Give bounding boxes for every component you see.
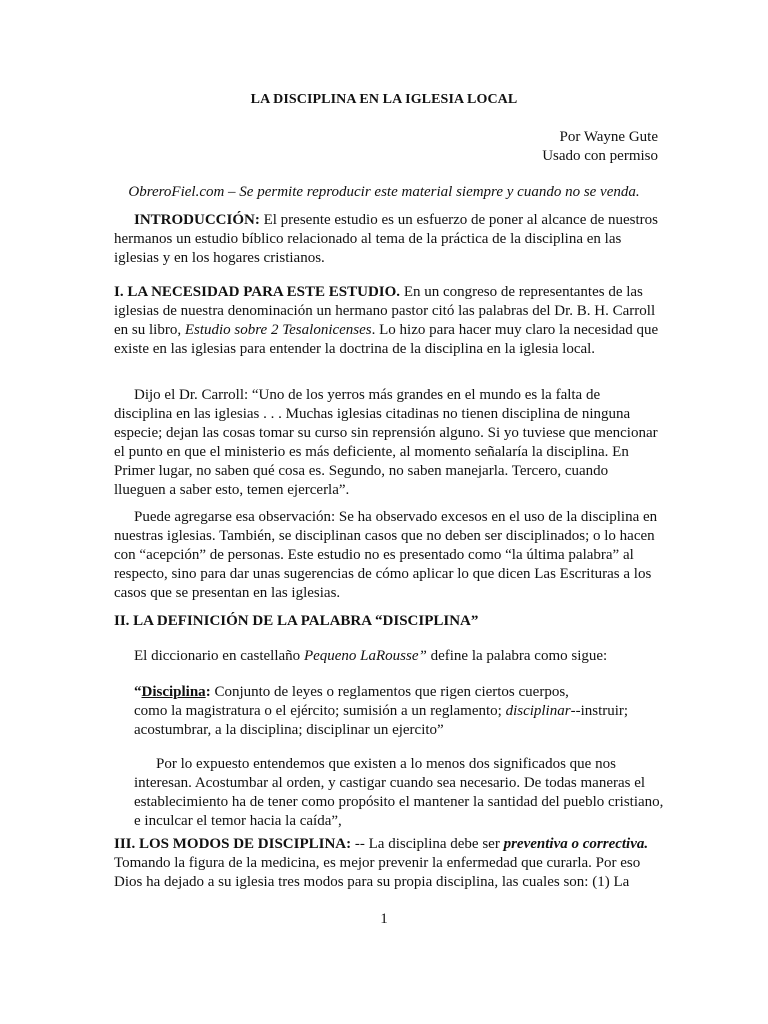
- section-3-emphasis: preventiva o correctiva.: [503, 836, 649, 852]
- observation-paragraph: [114, 508, 659, 603]
- section-1-text-a: En un congreso de representantes de las iglesias de nuestra denominación un hermano pastor citó las palabras del Dr. B. H. Carroll en su libro,: [114, 284, 656, 338]
- section-3-paragraph: [114, 835, 659, 892]
- dictionary-text-b: define la palabra como sigue:: [426, 648, 608, 664]
- section-1-text-b: . Lo hizo para hacer muy claro la necesidad que existe en las iglesias para entender la doctrina de la disciplina en la iglesia local.: [114, 322, 659, 357]
- dictionary-paragraph: [114, 647, 659, 666]
- expuesto-text: Por lo expuesto entendemos que existen a lo menos dos significados que nos interesan. Acostumbar al orden, y castigar cuando sea necesario. De todas maneras el establecimiento ha de tener como propósito el mantener la santidad del pueblo cristiano, e inculcar el temor hacia la caída”,: [134, 756, 664, 829]
- quote-line-1: Conjunto de leyes o reglamentos que rigen ciertos cuerpos,: [210, 684, 569, 700]
- quote-line-2-end: --instruir;: [570, 703, 629, 719]
- quote-colon: :: [205, 684, 211, 700]
- permission-line: Usado con permiso: [542, 148, 658, 164]
- quote-open-mark: “: [134, 684, 142, 700]
- dictionary-text-a: El diccionario en castellaño: [134, 648, 304, 664]
- section-3-text-a: -- La disciplina debe ser: [351, 836, 504, 852]
- dictionary-title: Pequeno LaRousse”: [303, 648, 427, 664]
- author-block: [542, 128, 658, 166]
- quote-line-2: como la magistratura o el ejército; sumisión a un reglamento;: [134, 703, 506, 719]
- author-line: Por Wayne Gute: [559, 129, 658, 145]
- intro-paragraph: [114, 211, 659, 268]
- section-3-heading: III. LOS MODOS DE DISCIPLINA:: [114, 836, 352, 852]
- expuesto-paragraph: [134, 755, 664, 831]
- document-title: LA DISCIPLINA EN LA IGLESIA LOCAL: [250, 92, 518, 107]
- copyright-notice: ObreroFiel.com – Se permite reproducir este material siempre y cuando no se venda.: [128, 184, 640, 200]
- quote-verb: disciplinar: [505, 703, 571, 719]
- page-number: 1: [380, 911, 388, 927]
- section-1-paragraph: [114, 283, 659, 359]
- section-3-text-b: Tomando la figura de la medicina, es mejor prevenir la enfermedad que curarla. Por eso Dios ha dejado a su iglesia tres modos para su propia disciplina, las cuales son: (1) La: [114, 855, 641, 890]
- intro-text: El presente estudio es un esfuerzo de poner al alcance de nuestros hermanos un estudio bíblico relacionado al tema de la práctica de la disciplina en las iglesias y en los hogares cristianos.: [114, 212, 659, 266]
- observation-text: Puede agregarse esa observación: Se ha observado excesos en el uso de la disciplina en nuestras iglesias. También, se disciplinan casos que no deben ser disciplinados; o lo hacen con “acepción” de personas. Este estudio no es presentado como “la última palabra” al respecto, sino para dar unas sugerencias de cómo aplicar lo que dicen Las Escrituras a los casos que se presentan en las iglesias.: [114, 509, 658, 601]
- section-1-heading: I. LA NECESIDAD PARA ESTE ESTUDIO.: [114, 284, 401, 300]
- carroll-paragraph: [114, 386, 659, 500]
- carroll-text: Dijo el Dr. Carroll: “Uno de los yerros más grandes en el mundo es la falta de disciplina en las iglesias . . . Muchas iglesias citadinas no tienen disciplina de ninguna especie; dejan las cosas tomar su curso sin reprensión alguno. Si yo tuviese que mencionar el punto en que el ministerio es más deficiente, al momento señalaría la disciplina. En Primer lugar, no saben qué cosa es. Segundo, no saben manejarla. Tercero, cuando llueguen a saber esto, temen ejercerla”.: [114, 387, 658, 498]
- definition-quote: [134, 683, 664, 740]
- section-2-heading: II. LA DEFINICIÓN DE LA PALABRA “DISCIPLINA”: [114, 613, 479, 629]
- book-title: Estudio sobre 2 Tesalonicenses: [184, 322, 372, 338]
- section-2-heading-block: [114, 612, 659, 631]
- quote-line-3: acostumbrar, a la disciplina; disciplinar un ejercito”: [134, 722, 444, 738]
- intro-label: INTRODUCCIÓN:: [134, 212, 260, 228]
- quote-term: Disciplina: [141, 684, 206, 700]
